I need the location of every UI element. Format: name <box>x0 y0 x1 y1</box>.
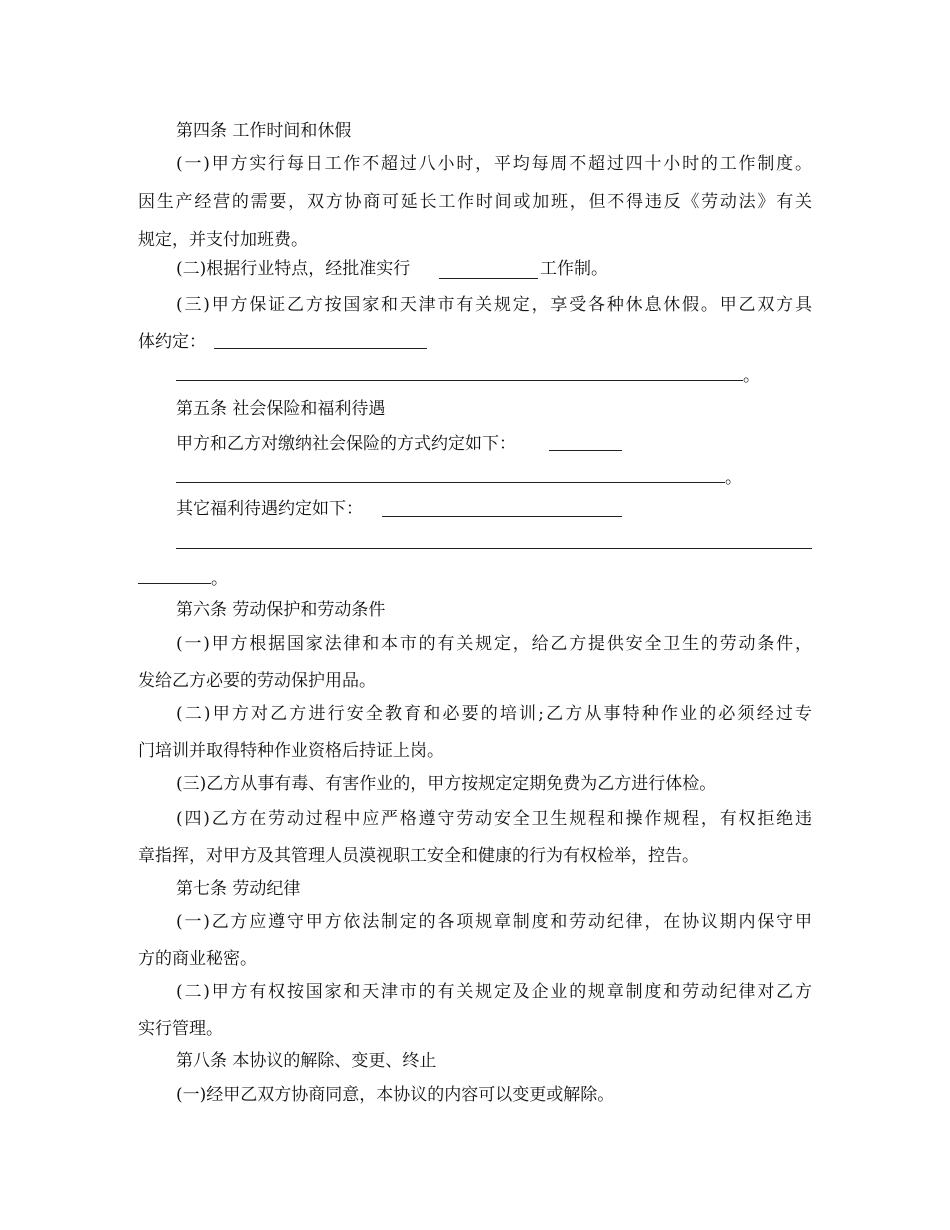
article-4-clause-1-line-2: 因生产经营的需要，双方协商可延长工作时间或加班，但不得违反《劳动法》有关 <box>138 192 812 212</box>
article-6-clause-2-line-1: (二)甲方对乙方进行安全教育和必要的培训;乙方从事特种作业的必须经过专 <box>176 704 812 724</box>
leave-agreement-blank-line-2 <box>176 380 743 381</box>
article-4-clause-3-line-2: 体约定： <box>138 332 206 352</box>
benefits-blank-line <box>382 516 622 517</box>
article-4-clause-1-line-3: 规定，并支付加班费。 <box>138 230 308 250</box>
article-4-title: 第四条 工作时间和休假 <box>176 121 352 141</box>
article-6-clause-1-line-1: (一)甲方根据国家法律和本市的有关规定，给乙方提供安全卫生的劳动条件， <box>176 634 812 654</box>
article-7-clause-2-line-2: 实行管理。 <box>138 1019 223 1039</box>
article-6-clause-4-line-2: 章指挥，对甲方及其管理人员漠视职工安全和健康的行为有权检举，控告。 <box>138 846 699 866</box>
article-7-clause-1-line-2: 方的商业秘密。 <box>138 949 257 969</box>
benefits-blank-line-2 <box>176 548 812 549</box>
article-6-clause-4-line-1: (四)乙方在劳动过程中应严格遵守劳动安全卫生规程和操作规程，有权拒绝违 <box>176 809 812 829</box>
benefits-blank-line-3 <box>138 583 211 584</box>
article-4-clause-1-line-1: (一)甲方实行每日工作不超过八小时，平均每周不超过四十小时的工作制度。 <box>176 154 812 174</box>
article-6-title: 第六条 劳动保护和劳动条件 <box>176 600 386 620</box>
article-4-clause-2-text: (二)根据行业特点，经批准实行 <box>176 259 411 279</box>
article-6-clause-3: (三)乙方从事有毒、有害作业的，甲方按规定定期免费为乙方进行体检。 <box>176 774 717 794</box>
article-8-title: 第八条 本协议的解除、变更、终止 <box>176 1051 437 1071</box>
article-5-insurance-text: 甲方和乙方对缴纳社会保险的方式约定如下： <box>176 434 516 454</box>
insurance-method-blank-line <box>549 450 622 451</box>
article-7-clause-2-line-1: (二)甲方有权按国家和天津市的有关规定及企业的规章制度和劳动纪律对乙方 <box>176 982 812 1002</box>
article-7-clause-1-line-1: (一)乙方应遵守甲方依法制定的各项规章制度和劳动纪律，在协议期内保守甲 <box>176 912 812 932</box>
article-5-insurance-end-mark: 。 <box>725 468 742 488</box>
article-8-clause-1: (一)经甲乙双方协商同意，本协议的内容可以变更或解除。 <box>176 1085 615 1105</box>
article-5-title: 第五条 社会保险和福利待遇 <box>176 399 386 419</box>
work-system-blank-line <box>439 278 538 279</box>
article-5-benefits-end-mark: 。 <box>211 569 228 589</box>
article-6-clause-2-line-2: 门培训并取得特种作业资格后持证上岗。 <box>138 741 444 761</box>
article-6-clause-1-line-2: 发给乙方必要的劳动保护用品。 <box>138 671 376 691</box>
leave-agreement-blank-line <box>214 348 427 349</box>
article-4-clause-3-end-mark: 。 <box>743 366 760 386</box>
article-7-title: 第七条 劳动纪律 <box>176 879 301 899</box>
insurance-method-blank-line-2 <box>176 482 725 483</box>
article-4-clause-3-line-1: (三)甲方保证乙方按国家和天津市有关规定，享受各种休息休假。甲乙双方具 <box>176 295 812 315</box>
article-4-clause-2-suffix: 工作制。 <box>540 259 608 279</box>
article-5-benefits-text: 其它福利待遇约定如下： <box>176 499 363 519</box>
